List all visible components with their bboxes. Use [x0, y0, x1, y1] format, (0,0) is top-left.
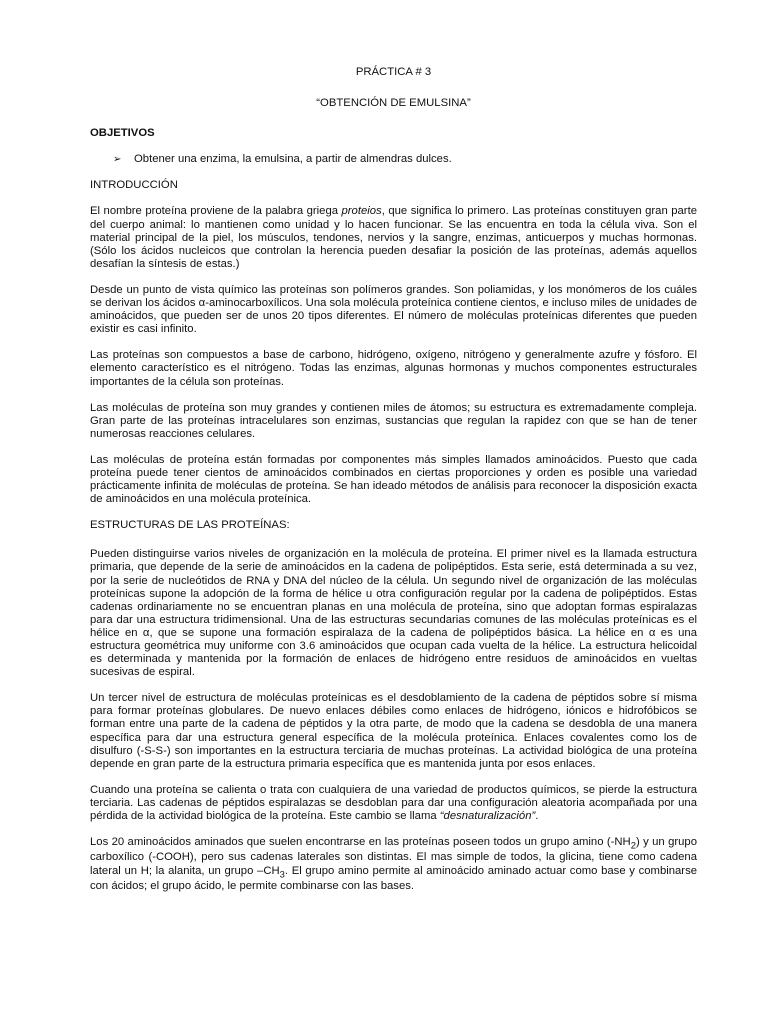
intro-paragraph-3: Las proteínas son compuestos a base de carbono, hidrógeno, oxígeno, nitrógeno y generalmente azufre y fósforo. El elemento característico es el nitrógeno. Todas las enzimas, algunas hormonas y muchos componentes estructurales importantes de la célula son proteínas. — [90, 349, 697, 388]
italic-term: “desnaturalización” — [439, 810, 536, 823]
text-run: El nombre proteína proviene de la palabra griega — [90, 205, 342, 218]
structures-heading: ESTRUCTURAS DE LAS PROTEÍNAS: — [90, 519, 290, 532]
intro-paragraph-5: Las moléculas de proteína están formadas por componentes más simples llamados aminoácidos. Puesto que cada proteína puede tener cientos de aminoácidos combinados en ciertas proporciones y orden es posible una variedad prácticamente infinita de moléculas de proteína. Se han ideado métodos de análisis para reconocer la disposición exacta de aminoácidos en una molécula proteínica. — [90, 453, 697, 506]
subscript: 2 — [630, 839, 636, 851]
page-title: PRÁCTICA # 3 — [355, 66, 432, 78]
text-run: , que significa lo primero. Las proteínas constituyen gran parte del cuerpo animal: lo mantienen como unidad y lo hacen funcionar. Se las encuentra en toda la célula viva. Son el material principal de la piel, los músculos, tendones, nervios y la sangre, enzimas, anticuerpos y muchas hormonas. (Sólo los ácidos nucleicos que controlan la herencia pueden desafiar la posición de las proteínas, además aquellos desafían la síntesis de estas.) — [90, 205, 697, 270]
intro-paragraph-4: Las moléculas de proteína son muy grandes y contienen miles de átomos; su estructura es extremadamente compleja. Gran parte de las proteínas intracelulares son enzimas, sustancias que regulan la rapidez con que se han de tener numerosas reacciones celulares. — [90, 401, 697, 440]
structures-paragraph-4 — [90, 836, 697, 893]
text-run: . El grupo amino permite al aminoácido aminado actuar como base y combinarse con ácidos; el grupo ácido, le permite combinarse con las bases. — [90, 864, 697, 892]
arrow-bullet-icon: ➢ — [113, 154, 122, 166]
objectives-heading: OBJETIVOS — [90, 127, 155, 140]
objective-item — [113, 153, 697, 166]
document-body — [90, 66, 697, 893]
intro-paragraph-2: Desde un punto de vista químico las proteínas son polímeros grandes. Son poliamidas, y los monómeros de los cuáles se derivan los ácidos α-aminocarboxílicos. Una sola molécula proteínica contiene cientos, e incluso miles de unidades de aminoácidos, que pueden ser de unos 20 tipos diferentes. El número de moléculas proteínicas diferentes que pueden existir es casi infinito. — [90, 283, 697, 336]
intro-paragraph-1 — [90, 205, 697, 270]
structures-paragraph-2: Un tercer nivel de estructura de moléculas proteínicas es el desdoblamiento de la cadena de péptidos sobre sí misma para formar proteínas globulares. De nuevo enlaces débiles como enlaces de hidrógeno, iónicos e hidrofóbicos se forman entre una parte de la cadena de péptidos y la otra parte, de modo que la cadena se desdobla de una manera específica para dar una estructura general específica de la molécula proteínica. Enlaces covalentes como los de disulfuro (-S-S-) son importantes en la estructura terciaria de muchas proteínas. La actividad biológica de una proteína depende en gran parte de la estructura primaria específica que es mantenida junta por esos enlaces. — [90, 692, 697, 770]
structures-paragraph-1: Pueden distinguirse varios niveles de organización en la molécula de proteína. El primer nivel es la llamada estructura primaria, que depende de la serie de aminoácidos en la cadena de polipéptidos. Esta serie, está determinada a su vez, por la serie de nucleótidos de RNA y DNA del núcleo de la célula. Un segundo nivel de organización de las moléculas proteínicas supone la adopción de la forma de hélice u otra configuración regular por la cadena de polipéptidos. Estas cadenas ordinariamente no se encuentran planas en una molécula de proteína, sino que adoptan formas espiralazas para dar una estructura tridimensional. Una de las estructuras secundarias comunes de las moléculas proteínicas es el hélice en α, que se supone una formación espiralaza de la cadena de polipéptidos básica. La hélice en α es una estructura geométrica muy uniforme con 3.6 aminoácidos que ocupan cada vuelta de la hélice. La estructura helicoidal es determinada y mantenida por la formación de enlaces de hidrógeno entre residuos de aminoácidos en vueltas sucesivas de espiral. — [90, 548, 697, 679]
italic-term: proteios — [341, 205, 382, 218]
objective-text: Obtener una enzima, la emulsina, a partir de almendras dulces. — [134, 153, 452, 166]
subscript: 3 — [279, 867, 285, 879]
page-subtitle: “OBTENCIÓN DE EMULSINA” — [316, 97, 471, 110]
text-run: . — [535, 810, 539, 823]
text-run: Los 20 aminoácidos aminados que suelen encontrarse en las proteínas poseen todos un grupo amino (-NH — [90, 836, 631, 849]
structures-paragraph-3 — [90, 784, 697, 823]
text-run: ) y un grupo carboxílico (-COOH), pero sus cadenas laterales son distintas. El mas simple de todos, la glicina, tiene como cadena lateral un H; la alanita, un grupo –CH — [90, 836, 697, 877]
intro-heading: INTRODUCCIÓN — [90, 179, 178, 192]
text-run: Cuando una proteína se calienta o trata con cualquiera de una variedad de productos químicos, se pierde la estructura terciaria. Las cadenas de péptidos espiralazas se desdoblan para dar una configuración aleatoria acompañada por una pérdida de la actividad biológica de la proteína. Este cambio se llama — [90, 783, 697, 823]
